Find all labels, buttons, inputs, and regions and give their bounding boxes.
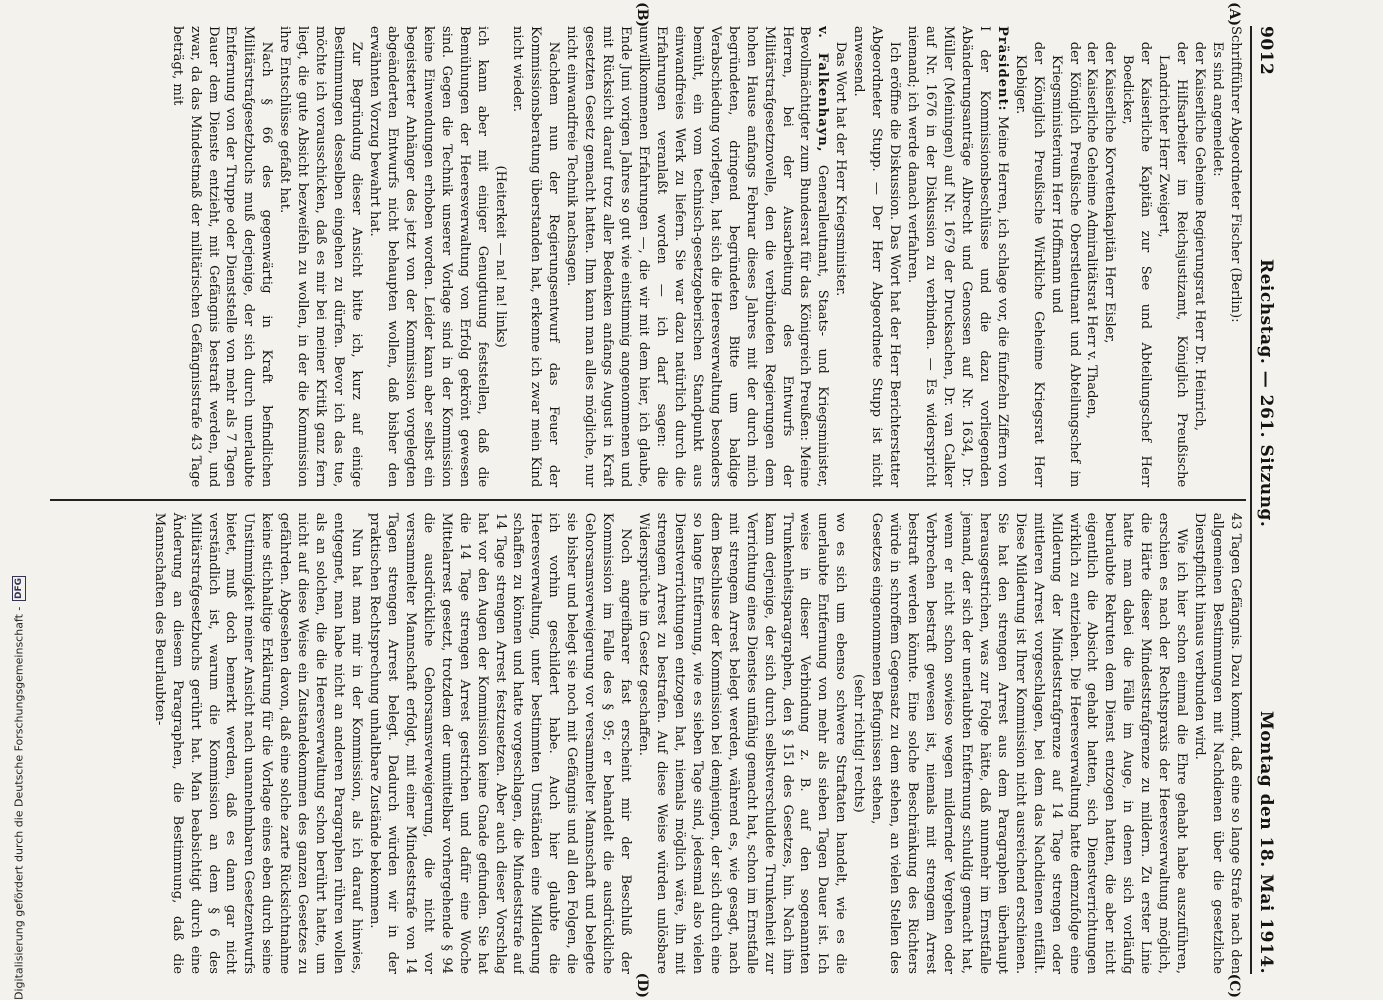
speaker-name: Präsident: <box>994 26 1010 112</box>
paragraph-text: Nun hat man mir in der Kommission, als ich darauf hinwies, entgegnet, man habe nicht an anderen Paragraphen rühren wollen als an solchen, die die Heeresverwaltung schon berührt hatte, um nicht auf diese Weise ein Zustandekommen des ganzen Gesetzes zu gefährden. Abgesehen davon, daß eine solche zarte Rücksichtnahme keine stichhaltige Erklärung für die Vorlage eines eben durch seine Unstimmigkeit meiner Ansicht nach unannehmbaren Gesetzentwurfs bietet, muß doch bemerkt werden, daß es dann gar nicht verständlich ist, warum die Kommission an dem § 6 des Militärstrafgesetzbuchs gerührt hat. Man beabsichtigt durch eine Änderung an diesem Paragraphen, die Bestimmung, daß die Mannschaften des Beurlaubten- <box>151 512 365 974</box>
paragraph-text: der Hilfsarbeiter im Reichsjustizamt, Königlich Preußische Landrichter Herr Zweigert, <box>1156 41 1190 488</box>
paragraph-text: Generalleutnant, Staats- und Kriegsminister, Bevollmächtigter zum Bundesrat für das Königreich Preußen: Meine Herren, bei der Ausarbeitung des Entwurfs der Militärstrafgesetznovelle, den die verbündeten Regierungen dem hohen Hause anfangs Februar dieses Jahres mit der durch mich begründeten, dringend begründeten Bitte um baldige Verabschiedung vorlegten, hat sich die Heeresverwaltung besonders bemüht, ein vom technisch-gesetzgeberischen Standpunkt aus einwandfreies Werk zu liefern. Sie war dazu natürlich durch die Erfahrungen veranlaßt worden — ich darf sagen: die unwillkommenen Erfahrungen —, die wir mit dem hier, ich glaube, Ende Juni vorigen Jahres so gut wie einstimmig angenommenen und mit Rücksicht darauf trotz aller Bedenken anfangs August in Kraft gesetzten Gesetz gemacht hatten. Ihm kann man alles mögliche, nur nicht einwandfreie Technik nachsagen. <box>564 26 831 488</box>
paragraph-text: der Kaiserliche Korvettenkapitän Herr Eisler, <box>1102 41 1118 344</box>
speaker-name: v. Falkenhayn, <box>815 26 831 153</box>
paragraph-text: Meine Herren, ich schlage vor, die fünfzehn Ziffern von I der Kommissionsbeschlüsse und die dazu vorliegenden Abänderungsanträge Albrecht und Genossen auf Nr. 1634, Dr. Müller (Meiningen) auf Nr. 1679 der Drucksachen, Dr. van Calker auf Nr. 1676 in der Diskussion zu verbinden. — Es widerspricht niemand; ich werde danach verfahren. <box>905 26 1010 488</box>
paragraph <box>491 26 509 487</box>
paragraph <box>1190 513 1244 974</box>
paragraph <box>1083 26 1101 487</box>
session-date: Montag den 18. Mai 1914. <box>1256 710 1276 974</box>
digitization-footer <box>8 0 30 1000</box>
text-columns <box>50 2 1250 998</box>
paragraph <box>867 513 1190 974</box>
paragraph <box>1011 26 1047 487</box>
paragraph <box>849 26 903 487</box>
paragraph <box>849 513 867 974</box>
paragraph-text: Es sind angemeldet: <box>1210 41 1226 177</box>
paragraph-text: der Kaiserliche Geheime Regierungsrat Herr Dr. Heinrich, <box>1192 41 1208 432</box>
paragraph-text: der Kaiserliche Kapitän zur See und Abteilungschef Herr Boedicker, <box>1120 41 1154 488</box>
paragraph <box>1101 26 1119 487</box>
paragraph-text: wo es sich um ebenso schwere Straftaten handelt, wie es die unerlaubte Entfernung von mehr als sieben Tagen Dauer ist. Ich weise in dieser Verbindung z. B. auf den sogenannten Trunkenheitsparagraphen, den § 151 des Gesetzes, hin. Nach ihm kann derjenige, der sich durch selbstverschuldete Trunkenheit zur Verrichtung eines Dienstes unfähig gemacht hat, schon im Ernstfalle mit strengem Arrest belegt werden, während es, wie gesagt, nach dem Beschlusse der Kommission bei demjenigen, der sich durch eine so lange Entfernung, wie es sieben Tage sind, jedesmal also vielen Dienstverrichtungen entzogen hat, niemals möglich wäre, ihn mit strengem Arrest zu bestrafen. Auf diese Weise würden unlösbare Widersprüche im Gesetz geschaffen. <box>636 512 849 974</box>
paragraph-text: der Königlich Preußische Oberstleutnant und Abteilungschef im Kriegsministerium Herr Hoffmann und <box>1048 41 1082 488</box>
margin-marker-b: (B) <box>634 2 650 28</box>
paragraph <box>1226 26 1244 487</box>
page-header <box>1250 26 1276 974</box>
paragraph <box>365 513 634 974</box>
paragraph-text: ich kann aber mit einiger Genugtuung feststellen, daß die Bemühungen der Heeresverwaltung von Erfolg gekrönt gewesen sind. Gegen die Technik unserer Vorlage sind in der Kommission keine Einwendungen erhoben worden. Leider kann aber selbst ein begeisterter Anhänger des jetzt von der Kommission vorgelegten abgeänderten Entwurfs nicht behaupten wollen, daß bisher den erwähnten Vorzug bewahrt hat. <box>367 26 490 488</box>
paragraph-text: der Kaiserliche Geheime Admiralitätsrat Herr v. Thaden, <box>1084 41 1100 419</box>
paragraph-text: Wie ich hier schon einmal die Ehre gehabt habe auszuführen, erschien es nach der Rechtspraxis der Heeresverwaltung möglich, die Härte dieser Mindeststrafgrenze zu mildern. Zu erster Linie hatte man dabei die Fälle im Auge, in denen sich vorläufig beurlaubte Rekruten dem Dienst entzogen hatten, die aber nicht eigentlich die Absicht gehabt hatten, sich Dienstverrichtungen wirklich zu entziehen. Die Heeresverwaltung hatte demzufolge eine Milderung der Mindeststrafgrenze auf 14 Tage strengen oder mittleren Arrest vorgeschlagen, bei dem das Nachdienen entfällt. Diese Milderung ist Ihrer Kommission nicht ausreichend erschienen. Sie hat den strengen Arrest aus dem Paragraphen überhaupt herausgestrichen, was zur Folge hätte, daß nunmehr im Ernstfalle jemand, der sich der unerlaubten Entfernung schuldig gemacht hat, wenn er nicht schon sowieso wegen mildernder Vergehen oder Verbrechen bestraft gewesen ist, niemals mit strengem Arrest bestraft werden könnte. Eine solche Beschränkung des Richters würde in schroffem Gegensatz zu dem stehen, an vielen Stellen des Gesetzes eingenommenen Befugnissen stehen, <box>869 512 1190 974</box>
right-column <box>50 501 1250 974</box>
paragraph <box>150 513 365 974</box>
paragraph <box>1154 26 1190 487</box>
paragraph-text: Schriftführer Abgeordneter Fischer (Berlin): <box>1228 26 1243 323</box>
margin-marker-d: (D) <box>634 972 650 998</box>
paragraph <box>1208 26 1226 487</box>
paragraph-text: Das Wort hat der Herr Kriegsminister. <box>833 41 849 297</box>
paragraph-text: 43 Tagen Gefängnis. Dazu kommt, daß eine so lange Strafe nach den allgemeinen Bestimmungen mit Nachdienen über die gesetzliche Dienstpflicht hinaus verbunden wird. <box>1192 512 1243 974</box>
margin-marker-a: (A) <box>1226 2 1242 27</box>
paragraph-text: Zur Begründung dieser Ansicht bitte ich, kurz auf einige Bestimmungen desselben eingehen zu dürfen. Bevor ich das tue, möchte ich vorausschicken, daß es mir bei meiner Kritik ganz fern liegt, die gute Absicht bezweifeln zu wollen, in der die Kommission ihre Entschlüsse gefaßt hat. <box>277 26 365 488</box>
paragraph <box>634 513 849 974</box>
paragraph-text: Noch angreifbarer fast erscheint mir der Beschluß der Kommission im Falle des § 95; er behandelt die ausdrückliche Gehorsamsverweigerung vor versammelter Mannschaft und belegte sie bisher und belegt sie noch mit Gefängnis und all den Folgen, die ich vorhin geschildert habe. Auch hier glaubte die Heeresverwaltung, unter bestimmten Umständen eine Milderung schaffen zu können und hatte vorgeschlagen, die Mindeststrafe auf 14 Tage strengen Arrest festzusetzen. Aber auch dieser Vorschlag hat vor den Augen der Kommission keine Gnade gefunden. Sie hat die 14 Tage strengen Arrest gestrichen und dafür eine Woche Mittelarrest gesetzt, trotzdem der unmittelbar vorhergehende § 94 die ausdrückliche Gehorsamsverweigerung, die nicht vor versammelter Mannschaft erfolgt, mit einer Mindeststrafe von 14 Tagen strengen Arrest belegt. Dadurch würden wir in der praktischen Rechtsprechung unhaltbare Zustände bekommen. <box>367 512 634 974</box>
paragraph <box>562 26 831 487</box>
margin-marker-c: (C) <box>1226 973 1242 998</box>
paragraph <box>365 26 491 487</box>
paragraph <box>1190 26 1208 487</box>
paragraph <box>168 26 276 487</box>
paragraph-text: der Königlich Preußische Wirkliche Geheime Kriegsrat Herr Klebiger. <box>1012 41 1046 488</box>
paragraph-text: (Heiterkeit — na! na! links) <box>492 165 508 348</box>
session-title: Reichstag. — 261. Sitzung. <box>1256 258 1276 528</box>
paragraph-text: Nach § 66 des gegenwärtig in Kraft befindlichen Militärstrafgesetzbuchs muß derjenige, der sich durch unerlaubte Entfernung von der Truppe oder Dienststelle von mehr als 7 Tagen Dauer dem Dienste entzieht, mit Gefängnis bestraft werden, und zwar, da das Mindestmaß der militärischen Gefängnisstrafe 43 Tage beträgt, mit <box>169 26 275 488</box>
paragraph <box>1118 26 1154 487</box>
dfg-logo: DFG <box>14 577 24 599</box>
paragraph <box>831 26 849 487</box>
paragraph <box>1047 26 1083 487</box>
footer-text: Digitalisierung gefördert durch die Deutsche Forschungsgemeinschaft - <box>12 606 26 1000</box>
paragraph-text: (sehr richtig! rechts) <box>851 673 867 813</box>
paragraph <box>275 26 365 487</box>
page-number: 9012 <box>1256 26 1276 76</box>
paragraph <box>509 26 563 487</box>
paragraph-text: Ich eröffne die Diskussion. Das Wort hat der Herr Berichterstatter Abgeordneter Stupp. — Der Herr Abgeordnete Stupp ist nicht anwesend. <box>851 26 903 488</box>
left-column <box>50 26 1250 499</box>
paragraph <box>903 26 1011 487</box>
paragraph-text: Nachdem nun der Regierungsentwurf das Feuer der Kommissionsberatung überstanden hat, erkenne ich zwar mein Kind nicht wieder. <box>510 26 562 488</box>
